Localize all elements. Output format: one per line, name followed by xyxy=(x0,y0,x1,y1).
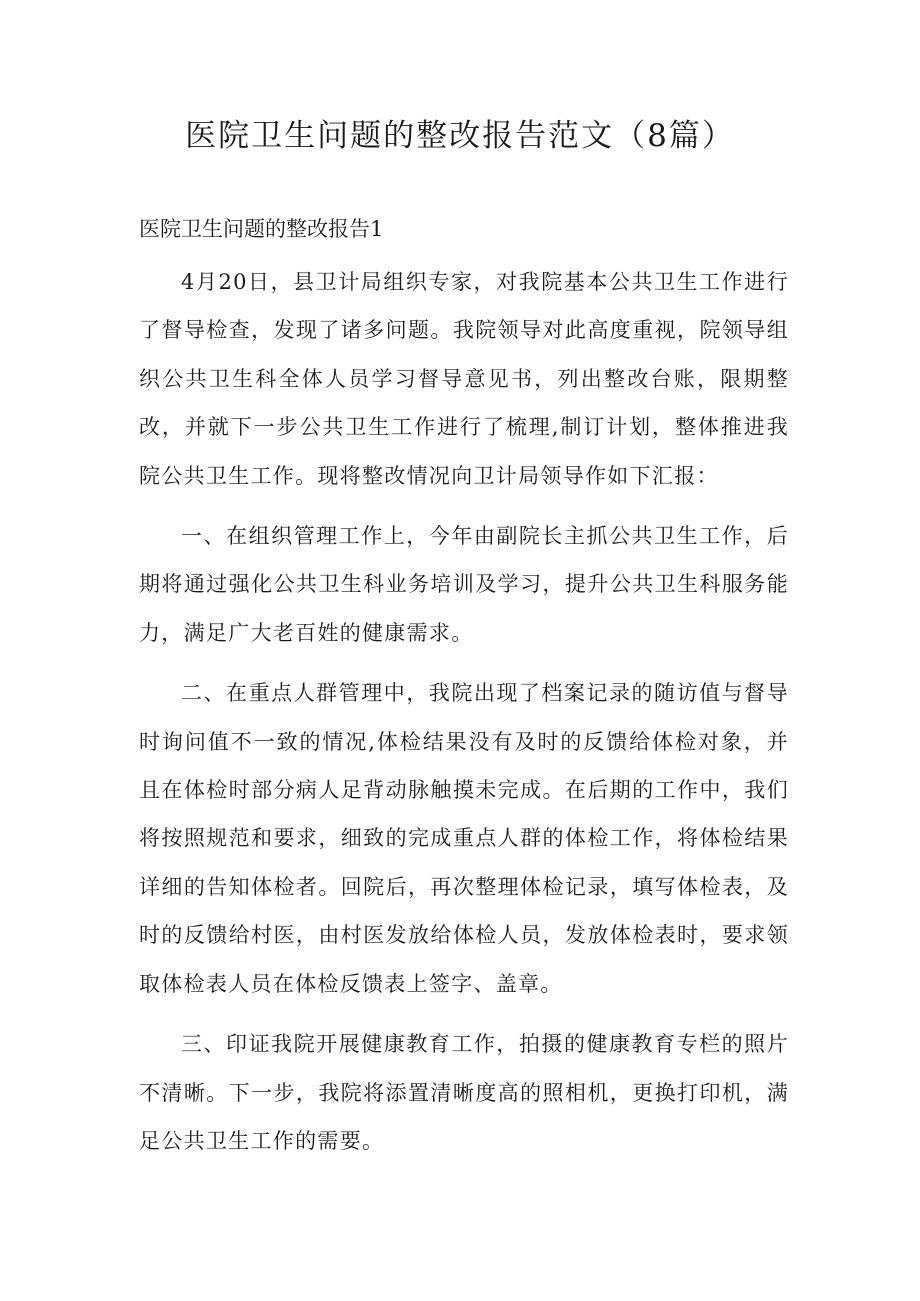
paragraph-intro: 4月20日，县卫计局组织专家，对我院基本公共卫生工作进行了督导检查，发现了诸多问题。我院领导对此高度重视，院领导组织公共卫生科全体人员学习督导意见书，列出整改台账，限期整改，并就下一步公共卫生工作进行了梳理,制订计划，整体推进我院公共卫生工作。现将整改情况向卫计局领导作如下汇报： xyxy=(139,270,789,488)
paragraph-item-3: 三、印证我院开展健康教育工作，拍摄的健康教育专栏的照片不清晰。下一步，我院将添置清晰度高的照相机，更换打印机，满足公共卫生工作的需要。 xyxy=(139,1032,789,1153)
document-body xyxy=(139,258,789,1177)
document-title: 医院卫生问题的整改报告范文（8篇） xyxy=(185,118,735,154)
paragraph-item-2: 二、在重点人群管理中，我院出现了档案记录的随访值与督导时询问值不一致的情况,体检结果没有及时的反馈给体检对象，并且在体检时部分病人足背动脉触摸未完成。在后期的工作中，我们将按照规范和要求，细致的完成重点人群的体检工作，将体检结果详细的告知体检者。回院后，再次整理体检记录，填写体检表，及时的反馈给村医，由村医发放给体检人员，发放体检表时，要求领取体检表人员在体检反馈表上签字、盖章。 xyxy=(139,681,789,996)
paragraph-item-1: 一、在组织管理工作上，今年由副院长主抓公共卫生工作，后期将通过强化公共卫生科业务培训及学习，提升公共卫生科服务能力，满足广大老百姓的健康需求。 xyxy=(139,524,789,645)
section-heading: 医院卫生问题的整改报告1 xyxy=(139,217,384,241)
